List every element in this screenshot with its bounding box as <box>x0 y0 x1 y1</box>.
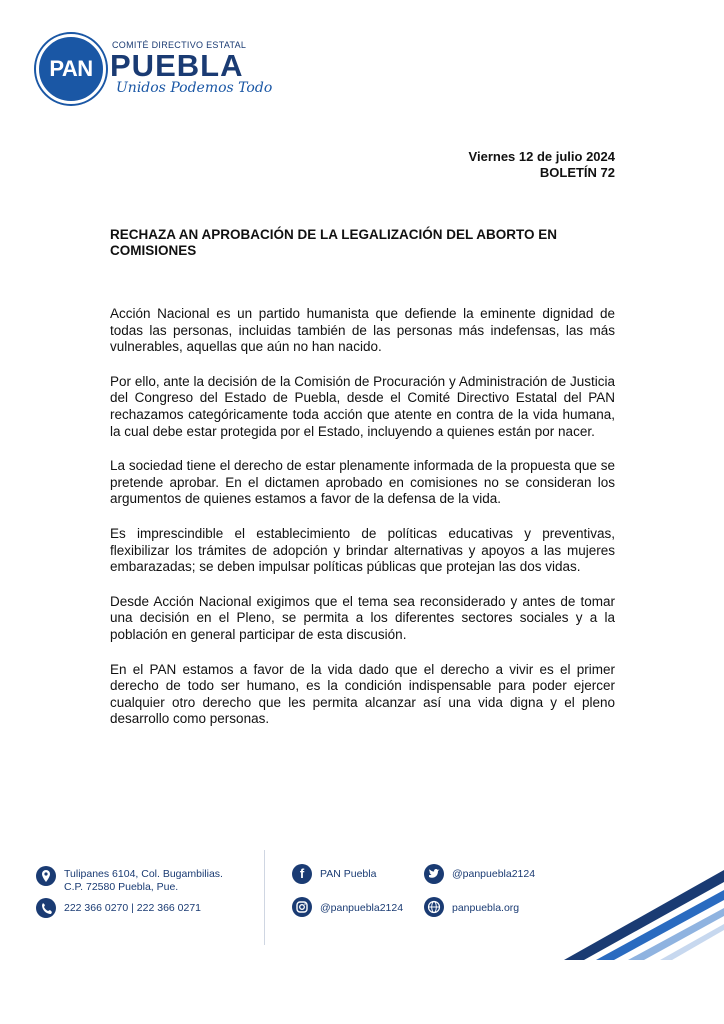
footer-twitter[interactable]: @panpuebla2124 <box>452 868 536 880</box>
facebook-icon[interactable]: f <box>292 864 312 884</box>
footer-website[interactable]: panpuebla.org <box>452 902 520 914</box>
paragraph: Acción Nacional es un partido humanista que defiende la eminente dignidad de todas las personas, incluidas también de las personas más indefensas, las más vulnerables, aquellas que aún no han nacido. <box>110 306 615 355</box>
footer <box>0 840 724 960</box>
logo-name: PUEBLA <box>110 48 244 83</box>
footer-address-line1: Tulipanes 6104, Col. Bugambilias. <box>64 868 223 880</box>
bulletin-title: RECHAZA AN APROBACIÓN DE LA LEGALIZACIÓN DEL ABORTO EN COMISIONES <box>110 227 558 258</box>
decorative-stripes <box>564 870 724 960</box>
footer-divider <box>264 850 265 945</box>
instagram-icon[interactable] <box>292 897 312 917</box>
footer-instagram[interactable]: @panpuebla2124 <box>320 902 404 914</box>
bulletin-body <box>110 306 615 746</box>
bulletin-number: BOLETÍN 72 <box>539 165 615 180</box>
footer-facebook[interactable]: PAN Puebla <box>320 868 377 880</box>
logo-slogan: Unidos Podemos Todo <box>116 80 273 96</box>
logo-subtitle: COMITÉ DIRECTIVO ESTATAL <box>112 40 247 50</box>
location-pin-icon <box>36 866 56 886</box>
phone-icon <box>36 898 56 918</box>
paragraph: Desde Acción Nacional exigimos que el tema sea reconsiderado y antes de tomar una decisión en el Pleno, se permita a los diferentes sectores sociales y a la población en general participar de esta discusión. <box>110 593 615 642</box>
globe-icon[interactable] <box>424 897 444 917</box>
date-block <box>469 149 615 181</box>
paragraph: La sociedad tiene el derecho de estar plenamente informada de la propuesta que se pretende aprobar. En el dictamen aprobado en comisiones no se consideran los argumentos de quienes estamos a favor de la defensa de la vida. <box>110 458 615 507</box>
footer-phones: 222 366 0270 | 222 366 0271 <box>64 902 202 914</box>
paragraph: Es imprescindible el establecimiento de políticas educativas y preventivas, flexibilizar los trámites de adopción y brindar alternativas y apoyos a las mujeres embarazadas; se deben impulsar políticas públicas que protejan las dos vidas. <box>110 525 615 575</box>
pan-badge-text: PAN <box>49 56 93 81</box>
paragraph: Por ello, ante la decisión de la Comisión de Procuración y Administración de Justicia del Congreso del Estado de Puebla, desde el Comité Directivo Estatal del PAN rechazamos categóricamente toda acción que atente en contra de la vida humana, la cual debe estar protegida por el Estado, incluyendo a quienes están por nacer. <box>110 373 615 439</box>
twitter-icon[interactable] <box>424 864 444 884</box>
pan-puebla-logo <box>36 34 276 104</box>
footer-address-line2: C.P. 72580 Puebla, Pue. <box>64 881 179 893</box>
pan-badge <box>36 34 106 104</box>
paragraph: En el PAN estamos a favor de la vida dado que el derecho a vivir es el primer derecho de todo ser humano, es la condición indispensable para poder ejercer cualquier otro derecho que les permita alcanzar así una vida digna y el pleno desarrollo como personas. <box>110 661 615 727</box>
bulletin-date: Viernes 12 de julio 2024 <box>468 149 615 164</box>
